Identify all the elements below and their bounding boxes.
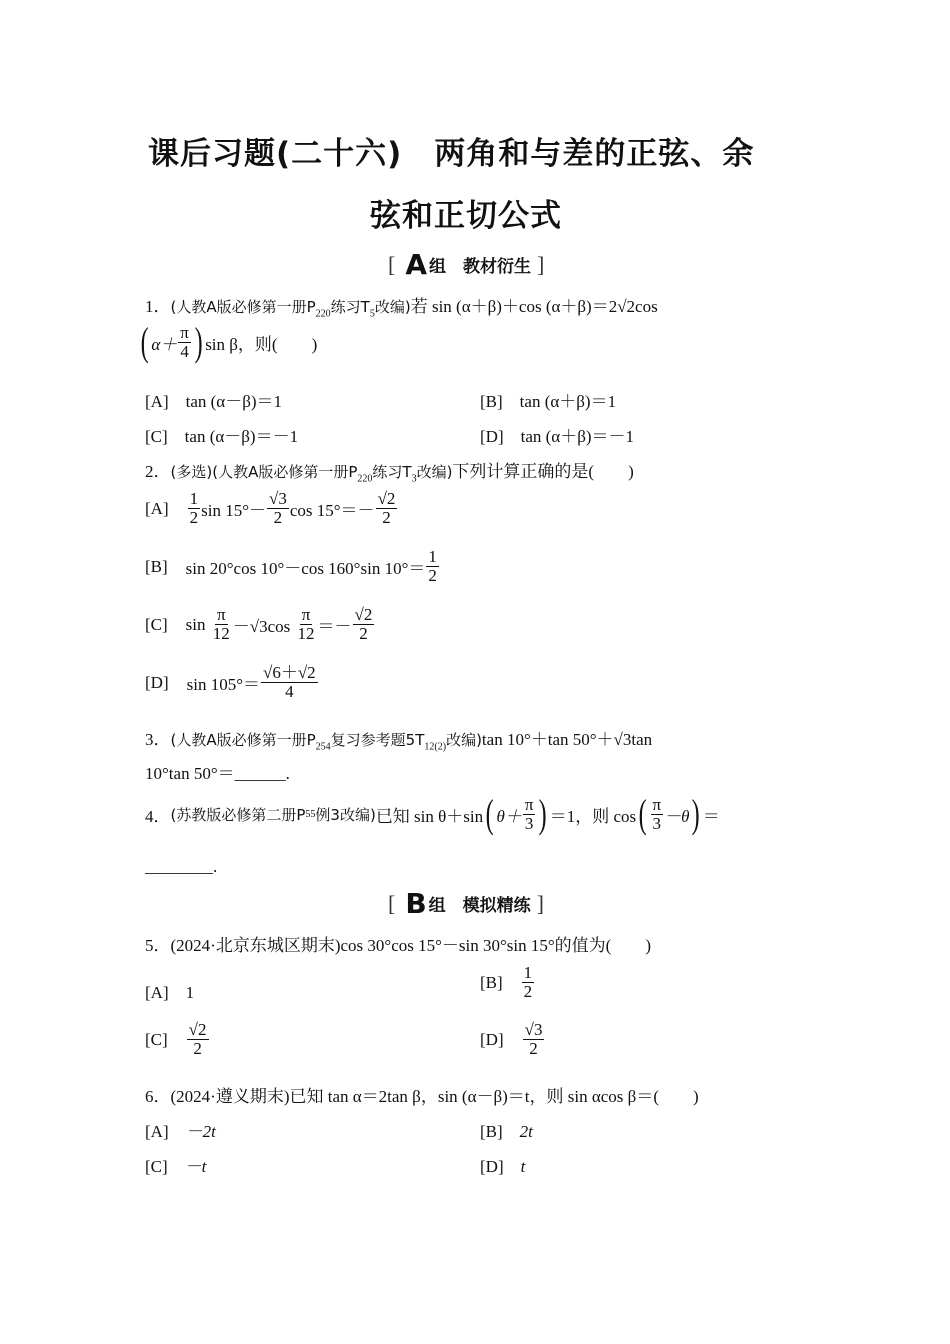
page-title-line1: 课后习题(二十六) 两角和与差的正弦、余 — [148, 136, 755, 172]
group-b-header: [ B 组 模拟精练 ] — [388, 887, 544, 920]
q1-stem-a: 若 sin (α＋β)＋cos (α＋β)＝2√2cos — [410, 297, 658, 316]
q1-source3: 改编) — [374, 298, 411, 316]
page-title-line2: 弦和正切公式 — [370, 198, 562, 234]
q6-option-a[interactable]: [A] －2t — [145, 1122, 216, 1141]
q5-option-c[interactable]: [C] $\frac{√2}{2}$ — [145, 1020, 207, 1058]
q5-option-b[interactable]: [B] $\frac{1}{2}$ — [480, 963, 533, 1001]
q6-option-d[interactable]: [D] t — [480, 1157, 526, 1176]
q1-sub1: 220 — [315, 308, 331, 320]
q3-stem-line2[interactable]: 10°tan 50°＝______. — [145, 764, 290, 783]
q2-stem: 2．(多选)(人教A版必修第一册$P_{220}$练习$T_3$改编)下列计算正确的是( ) — [145, 462, 634, 485]
q1-option-b[interactable]: [B] tan (α＋β)＝1 — [480, 392, 617, 411]
q5-option-a[interactable]: [A] 1 — [145, 983, 195, 1002]
q1-stem-line2: ( α＋ $\frac{\pi}{4}$ ) sin β，则( ) — [140, 319, 318, 364]
q1-source: (人教A版必修第一册P — [170, 298, 316, 316]
q4-stem: 4． (苏教版必修第二册P 55 例3改编) 已知 sin θ＋sin ( θ＋ $\frac{\pi}{3}$ ) ＝1，则 cos ( $\frac{\pi}{3}$ －θ ) ＝ — [145, 791, 720, 836]
q2-option-d[interactable]: [D] sin 105°＝ $\frac{√6+√2}{4}$ — [145, 663, 316, 701]
q1-pi-over-4: $\frac{\pi}{4}$ — [180, 322, 189, 361]
bracket-open: [ — [388, 251, 396, 277]
q6-option-b[interactable]: [B] 2t — [480, 1122, 533, 1141]
q6-stem: 6．(2024·遵义期末)已知 tan α＝2tan β，sin (α－β)＝t，则 sin αcos β＝( ) — [145, 1087, 699, 1106]
q1-stem — [145, 292, 658, 319]
q1-sub2: 5 — [369, 308, 375, 320]
q1-paren-inner: α＋ — [151, 334, 178, 354]
q2-option-b[interactable]: [B] sin 20°cos 10°－cos 160°sin 10°＝ $\frac{1}{2}$ — [145, 547, 437, 585]
q1-option-c[interactable]: [C] tan (α－β)＝－1 — [145, 427, 299, 446]
q2-multi-tag: (多选) — [170, 463, 213, 481]
q1-source2: 练习T — [330, 298, 370, 316]
q5-stem: 5．(2024·北京东城区期末)cos 30°cos 15°－sin 30°sin 15°的值为( ) — [145, 936, 651, 955]
group-letter: A — [405, 248, 427, 281]
bracket-close: ] — [537, 251, 545, 277]
group-label: 组 教材衍生 — [429, 257, 531, 277]
q5-option-d[interactable]: [D] $\frac{√3}{2}$ — [480, 1020, 543, 1058]
q6-option-c[interactable]: [C] －t — [145, 1157, 207, 1176]
group-a-header — [388, 248, 544, 281]
q1-stem-b: sin β，则( ) — [205, 334, 318, 354]
q1-option-a[interactable]: [A] tan (α－β)＝1 — [145, 392, 283, 411]
q2-option-c[interactable]: [C] sin $\frac{\pi}{12}$ －√3cos $\frac{\pi}{12}$ ＝－ $\frac{√2}{2}$ — [145, 605, 373, 643]
q2-option-a[interactable]: [A] $\frac{1}{2}$ sin 15°－ $\frac{√3}{2}$ cos 15°＝－ $\frac{√2}{2}$ — [145, 489, 396, 527]
q1-number: 1． — [145, 297, 171, 316]
q1-option-d[interactable]: [D] tan (α＋β)＝－1 — [480, 427, 635, 446]
q4-answer-blank[interactable]: ________. — [145, 857, 218, 876]
q3-stem: 3．(人教A版必修第一册$P_{254}$复习参考题$5T_{12(2)}$改编)tan 10°＋tan 50°＋√3tan — [145, 730, 653, 753]
